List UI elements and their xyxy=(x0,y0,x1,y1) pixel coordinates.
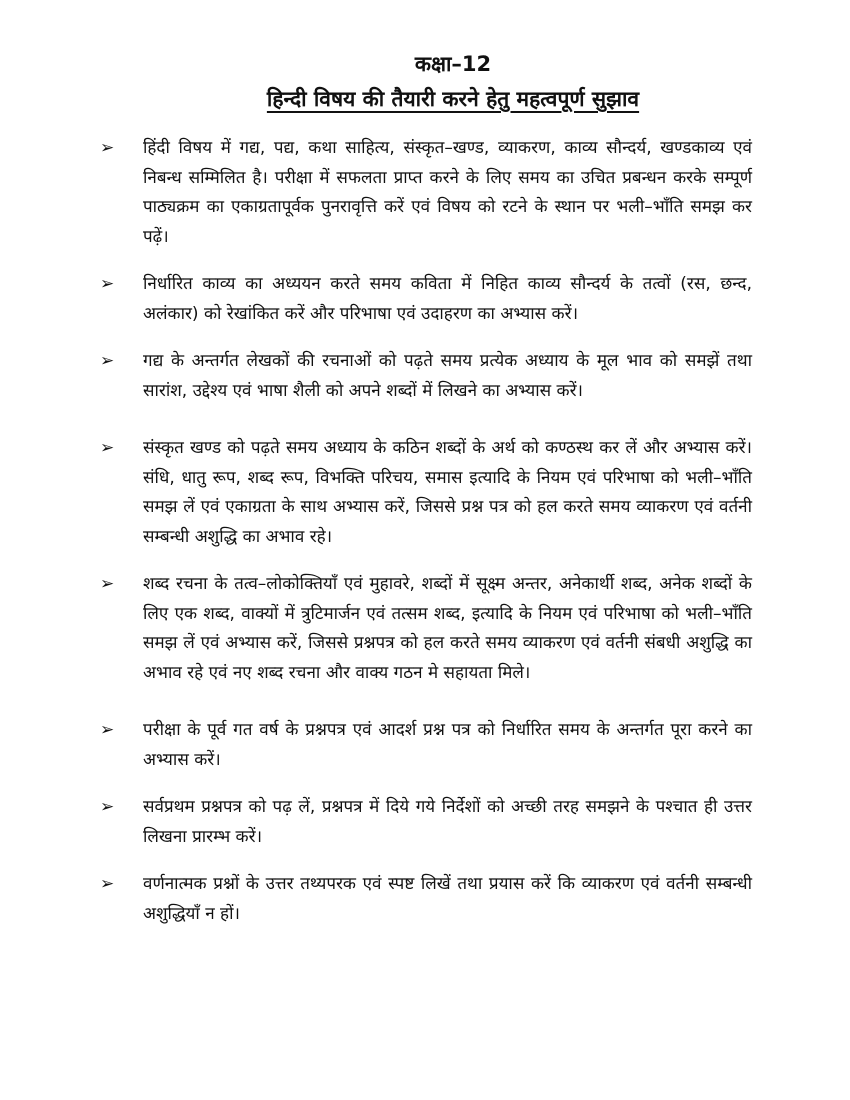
list-item-text: सर्वप्रथम प्रश्नपत्र को पढ़ लें, प्रश्नपत्र में दिये गये निर्देशों को अच्छी तरह समझने के पश्चात ही उत्तर लिखना प्रारम्भ करें। xyxy=(143,797,752,847)
list-item-text: परीक्षा के पूर्व गत वर्ष के प्रश्नपत्र एवं आदर्श प्रश्न पत्र को निर्धारित समय के अन्तर्गत पूरा करने का अभ्यास करें। xyxy=(143,720,752,770)
arrowhead-bullet-icon: ➢ xyxy=(100,874,115,894)
arrowhead-bullet-icon: ➢ xyxy=(100,138,115,158)
arrowhead-bullet-icon: ➢ xyxy=(100,574,115,594)
document-title: हिन्दी विषय की तैयारी करने हेतु महत्वपूर्ण सुझाव xyxy=(266,87,640,111)
arrowhead-bullet-icon: ➢ xyxy=(100,797,115,817)
list-item-text: गद्य के अन्तर्गत लेखकों की रचनाओं को पढ़ते समय प्रत्येक अध्याय के मूल भाव को समझें तथा सारांश, उद्देश्य एवं भाषा शैली को अपने शब्दों में लिखने का अभ्यास करें। xyxy=(143,351,752,401)
arrowhead-bullet-icon: ➢ xyxy=(100,720,115,740)
class-heading: कक्षा–12 xyxy=(414,52,492,76)
list-item xyxy=(100,870,752,929)
list-item xyxy=(100,134,752,252)
arrowhead-bullet-icon: ➢ xyxy=(100,438,115,458)
list-item xyxy=(100,570,752,688)
list-item xyxy=(100,716,752,775)
list-item-text: संस्कृत खण्ड को पढ़ते समय अध्याय के कठिन शब्दों के अर्थ को कण्ठस्थ कर लें और अभ्यास करें। संधि, धातु रूप, शब्द रूप, विभक्ति परिचय, समास इत्यादि के नियम एवं परिभाषा को भली–भाँति समझ लें एवं एकाग्रता के साथ अभ्यास करें, जिससे प्रश्न पत्र को हल करते समय व्याकरण एवं वर्तनी सम्बन्धी अशुद्धि का अभाव रहे। xyxy=(143,438,752,547)
list-item xyxy=(100,270,752,329)
list-item xyxy=(100,434,752,552)
arrowhead-bullet-icon: ➢ xyxy=(100,274,115,294)
arrowhead-bullet-icon: ➢ xyxy=(100,351,115,371)
list-item xyxy=(100,793,752,852)
list-item-text: शब्द रचना के तत्व–लोकोक्तियाँ एवं मुहावरे, शब्दों में सूक्ष्म अन्तर, अनेकार्थी शब्द, अनेक शब्दों के लिए एक शब्द, वाक्यों में त्रुटिमार्जन एवं तत्सम शब्द, इत्यादि के नियम एवं परिभाषा को भली–भाँति समझ लें एवं अभ्यास करें, जिससे प्रश्नपत्र को हल करते समय व्याकरण एवं वर्तनी संबधी अशुद्धि का अभाव रहे एवं नए शब्द रचना और वाक्य गठन मे सहायता मिले। xyxy=(143,574,752,683)
list-item-text: वर्णनात्मक प्रश्नों के उत्तर तथ्यपरक एवं स्पष्ट लिखें तथा प्रयास करें कि व्याकरण एवं वर्तनी सम्बन्धी अशुद्धियाँ न हों। xyxy=(143,874,752,924)
list-item-text: हिंदी विषय में गद्य, पद्य, कथा साहित्य, संस्कृत–खण्ड, व्याकरण, काव्य सौन्दर्य, खण्डकाव्य एवं निबन्ध सम्मिलित है। परीक्षा में सफलता प्राप्त करने के लिए समय का उचित प्रबन्धन करके सम्पूर्ण पाठ्यक्रम का एकाग्रतापूर्वक पुनरावृत्ति करें एवं विषय को रटने के स्थान पर भली–भाँति समझ कर पढ़ें। xyxy=(143,138,752,247)
list-item-text: निर्धारित काव्य का अध्ययन करते समय कविता में निहित काव्य सौन्दर्य के तत्वों (रस, छन्द, अलंकार) को रेखांकित करें और परिभाषा एवं उदाहरण का अभ्यास करें। xyxy=(143,274,752,324)
suggestion-list xyxy=(100,134,752,929)
list-item xyxy=(100,347,752,406)
